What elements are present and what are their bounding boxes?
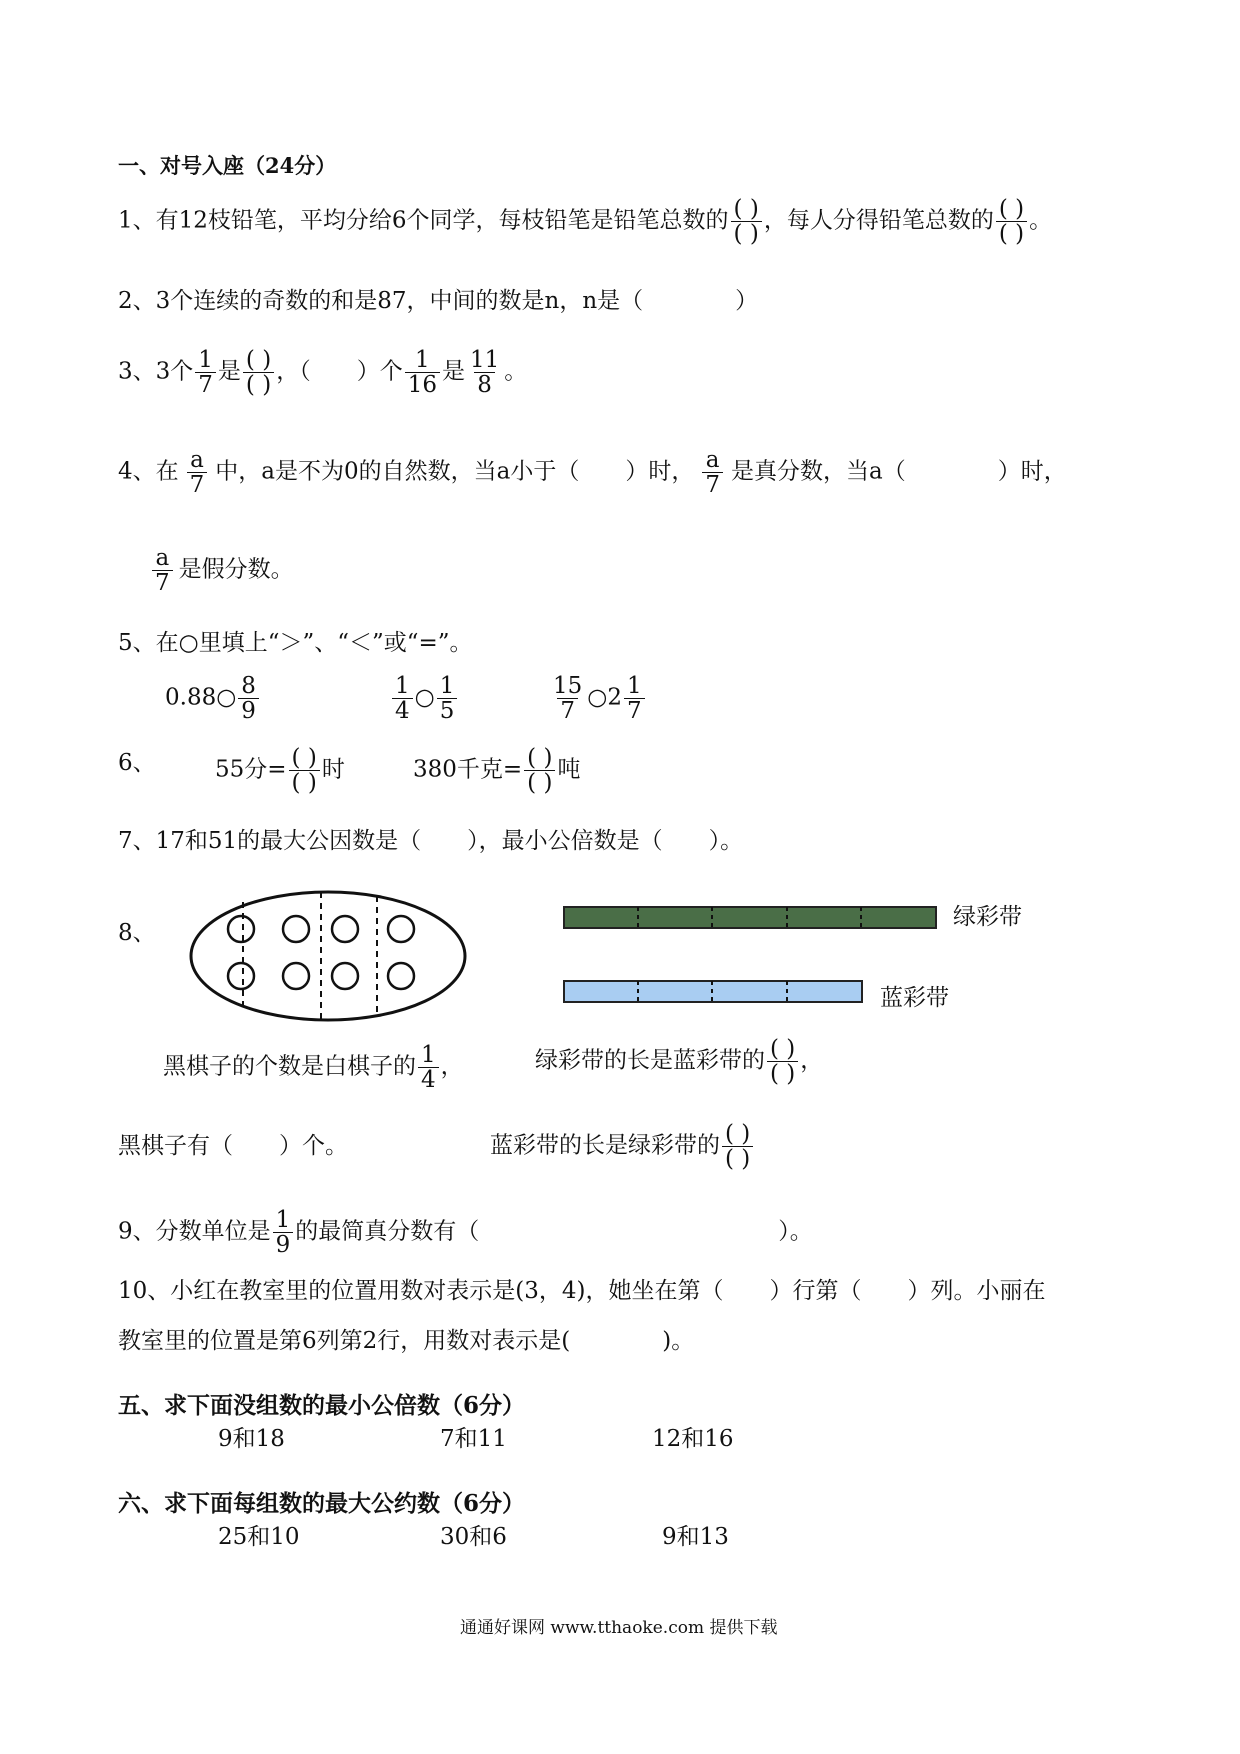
section-6-item: 30和6: [440, 1524, 507, 1550]
chess-piece-circle: [228, 916, 254, 942]
question-8-left-2: 黑棋子有（ ）个。: [118, 1133, 348, 1159]
chess-piece-circle: [283, 963, 309, 989]
question-3: 3、3个 $\frac{1}{7}$ 是 $\frac{( )}{( )}$ ，（ ）个 $\frac{1}{16}$ 是 $\frac{11}{8}$ 。: [118, 347, 528, 399]
compare-2: $\frac{1}{4}$ ○ $\frac{1}{5}$: [390, 674, 459, 723]
question-4-cont: $\frac{a}{7}$ 是假分数。: [150, 546, 294, 595]
footer-text: 通通好课网 www.tthaoke.com 提供下载: [460, 1618, 778, 1638]
question-8-right: 绿彩带的长是蓝彩带的 $\frac{( )}{( )}$ ，: [535, 1036, 824, 1088]
section-title: 一、对号入座（24分）: [118, 153, 337, 178]
chess-piece-circle: [388, 963, 414, 989]
question-8-left: 黑棋子的个数是白棋子的 $\frac{1}{4}$ ，: [163, 1042, 464, 1094]
chess-piece-circle: [332, 963, 358, 989]
oval-outline: [191, 892, 465, 1020]
blank-fraction: $\frac{( )}{( )}$: [731, 197, 762, 246]
section-5-item: 12和16: [652, 1426, 734, 1452]
question-8-label: 8、: [118, 920, 156, 946]
question-1: 1、有12枝铅笔，平均分给6个同学，每枝铅笔是铅笔总数的 $\frac{( )}{( )}$ ，每人分得铅笔总数的 $\frac{( )}{( )}$ 。: [118, 196, 1053, 248]
compare-3: $\frac{15}{7}$ ○2 $\frac{1}{7}$: [548, 674, 647, 723]
section-5-item: 9和18: [218, 1426, 285, 1452]
blue-ribbon-label: 蓝彩带: [880, 985, 949, 1011]
chess-piece-circle: [228, 963, 254, 989]
section-6-item: 9和13: [662, 1524, 729, 1550]
chess-pieces-diagram: [188, 888, 468, 1024]
section-6-item: 25和10: [218, 1524, 300, 1550]
question-7: 7、17和51的最大公因数是（ ），最小公倍数是（ ）。: [118, 828, 744, 854]
question-6-label: 6、: [118, 750, 156, 776]
chess-piece-circle: [388, 916, 414, 942]
green-ribbon: [564, 907, 936, 928]
chess-piece-circle: [283, 916, 309, 942]
blank-fraction: $\frac{( )}{( )}$: [996, 197, 1027, 246]
question-8-right-2: 蓝彩带的长是绿彩带的 $\frac{( )}{( )}$: [490, 1122, 755, 1171]
question-9: 9、分数单位是 $\frac{1}{9}$ 的最简真分数有（ ）。: [118, 1207, 813, 1259]
question-4: 4、在 $\frac{a}{7}$ 中，a是不为0的自然数，当a小于（ ）时， $\frac{a}{7}$ 是真分数，当a（ ）时，: [118, 447, 1067, 499]
question-10-line1: 10、小红在教室里的位置用数对表示是(3，4)，她坐在第（ ）行第（ ）列。小丽在: [118, 1278, 1046, 1304]
question-6a: 55分= $\frac{( )}{( )}$ 时: [215, 745, 345, 797]
chess-piece-circle: [332, 916, 358, 942]
question-5: 5、在○里填上“＞”、“＜”或“=”。: [118, 630, 473, 656]
section-5-item: 7和11: [440, 1426, 507, 1452]
section-5-title: 五、求下面没组数的最小公倍数（6分）: [118, 1392, 526, 1419]
section-6-title: 六、求下面每组数的最大公约数（6分）: [118, 1490, 526, 1517]
question-2: 2、3个连续的奇数的和是87，中间的数是n，n是（ ）: [118, 288, 759, 314]
green-ribbon-label: 绿彩带: [953, 904, 1022, 930]
compare-1: 0.88○ $\frac{8}{9}$: [165, 674, 261, 723]
question-6b: 380千克= $\frac{( )}{( )}$ 吨: [413, 745, 581, 797]
question-10-line2: 教室里的位置是第6列第2行，用数对表示是( )。: [118, 1328, 695, 1354]
